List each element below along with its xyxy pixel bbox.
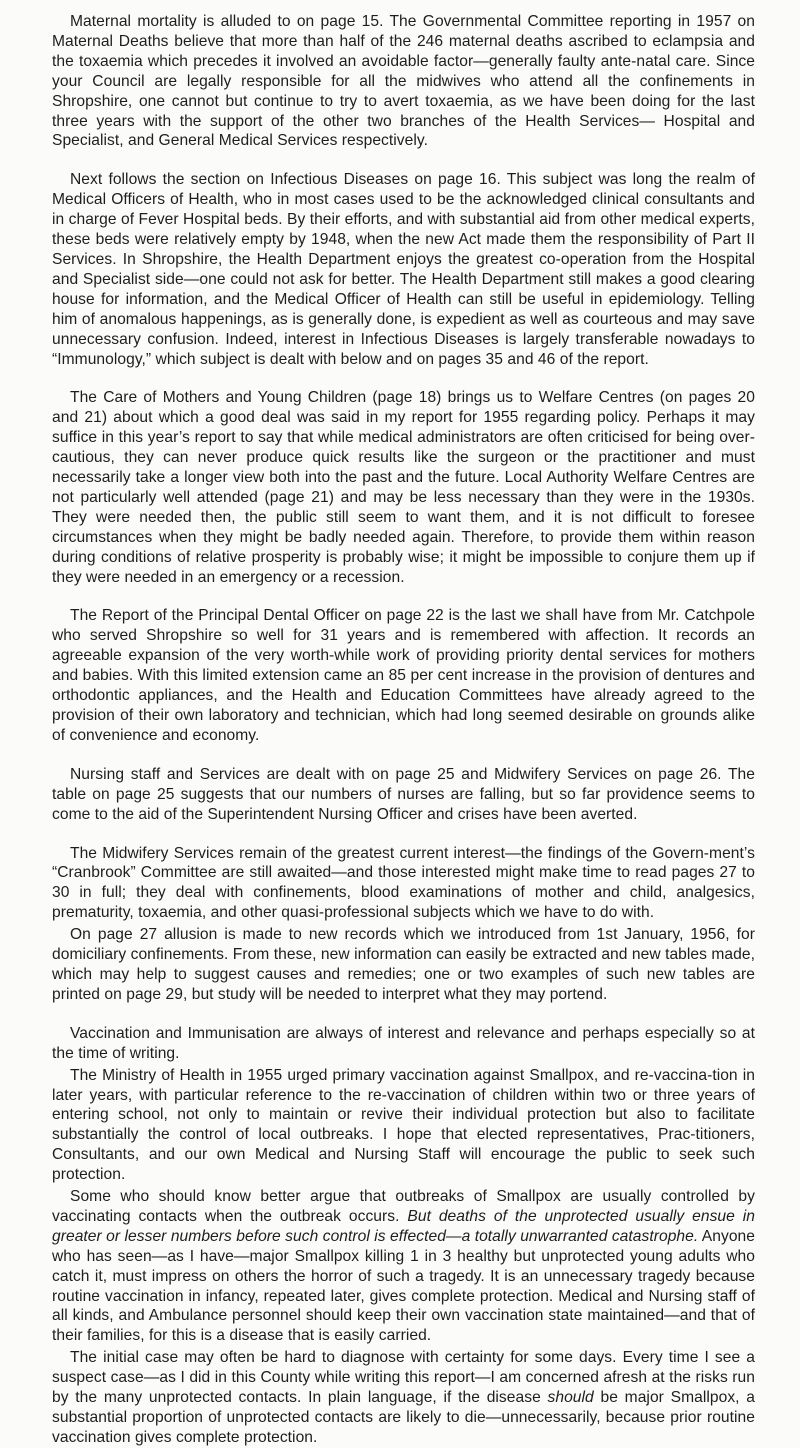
paragraph-smallpox-outbreaks-emphasis: But deaths of the unprotected usually ensue in greater or lesser numbers before such control is effected—a totally unwarranted catastrophe. — [52, 1207, 756, 1245]
paragraph-initial-case-end: be major Smallpox, a substantial proportion of unprotected contacts are likely to die—unnecessarily, because prior routine vaccination gives complete protection. — [52, 1389, 755, 1446]
paragraph-maternal-mortality: Maternal mortality is alluded to on page 15. The Governmental Committee reporting in 1957 on Maternal Deaths believe that more than half of the 246 maternal deaths ascribed to eclampsia and the toxaemia which precedes it involved an avoidable factor—generally faulty ante-natal care. Since your Council are legally responsible for all the midwives who attend all the confinements in Shropshire, one cannot but continue to try to avert toxaemia, as we have been doing for the last three years with the support of the other two branches of the Health Services— Hospital and Specialist, and General Medical Services respectively. — [52, 13, 755, 150]
paragraph-ministry-of-health: The Ministry of Health in 1955 urged primary vaccination against Smallpox, and re-vaccina-tion in later years, with particular reference to the re-vaccination of children within two or three years of entering school, not only to maintain or revive their individual protection but also to facilitate substantially the control of local outbreaks. I hope that elected representatives, Prac-titioners, Consultants, and our own Medical and Nursing Staff will encourage the public to seek such protection. — [52, 1066, 755, 1184]
paragraph-smallpox-outbreaks-start: Some who should know better argue that outbreaks of Smallpox are usually controlled by vaccinating contacts when the outbreak occurs. — [52, 1188, 755, 1225]
paragraph-smallpox-outbreaks — [52, 1187, 755, 1346]
paragraph-vaccination-intro: Vaccination and Immunisation are always of interest and relevance and perhaps especially so at the time of writing. — [52, 1024, 755, 1062]
paragraph-smallpox-outbreaks-end: Anyone who has seen—as I have—major Smallpox killing 1 in 3 healthy but unprotected young adults who catch it, must impress on others the horror of such a tragedy. It is an unnecessary tragedy because routine vaccination in infancy, repeated later, gives complete protection. Medical and Nursing staff of all kinds, and Ambulance personnel should keep their own vaccination state maintained—and that of their families, for this is a disease that is easily carried. — [52, 1227, 755, 1345]
paragraph-mothers-young-children: The Care of Mothers and Young Children (page 18) brings us to Welfare Centres (on pages 20 and 21) about which a good deal was said in my report for 1955 regarding policy. Perhaps it may suffice in this year’s report to say that while medical administrators are often criticised for being over-cautious, they can never produce quick results like the surgeon or the practitioner and must necessarily take a longer view both into the past and the future. Local Authority Welfare Centres are not particularly well attended (page 21) and may be less necessary than they were in the 1930s. They were needed then, the public still seem to want them, and it is not difficult to foresee circumstances when they might be badly needed again. Therefore, to provide them within reason during conditions of relative prosperity is probably wise; it might be impossible to conjure them up if they were needed in an emergency or a recession. — [52, 389, 755, 586]
paragraph-initial-case-start: The initial case may often be hard to diagnose with certainty for some days. Every time I see a suspect case—as I did in this County while writing this report—I am concerned afresh at the risks run by the many unprotected contacts. In plain language, if the disease — [52, 1349, 755, 1407]
paragraph-initial-case-emphasis: should — [547, 1389, 594, 1407]
paragraph-infectious-diseases: Next follows the section on Infectious Diseases on page 16. This subject was long the realm of Medical Officers of Health, who in most cases used to be the acknowledged clinical consultants and in charge of Fever Hospital beds. By their efforts, and with substantial aid from other medical experts, these beds were relatively empty by 1948, when the new Act made them the responsibility of Part II Services. In Shropshire, the Health Department enjoys the greatest co-operation from the Hospital and Specialist side—one could not ask for better. The Health Department still makes a good clearing house for information, and the Medical Officer of Health can still be useful in epidemiology. Telling him of anomalous happenings, as is generally done, is expedient as well as courteous and may save unnecessary confusion. Indeed, interest in Infectious Diseases is largely transferable nowadays to “Immunology,” which subject is dealt with below and on pages 35 and 46 of the report. — [52, 171, 755, 368]
document-page — [52, 12, 755, 1448]
paragraph-new-records: On page 27 allusion is made to new records which we introduced from 1st January, 1956, for domiciliary confinements. From these, new information can easily be extracted and new tables made, which may help to suggest causes and remedies; one or two examples of such new tables are printed on page 29, but study will be needed to interpret what they may portend. — [52, 926, 755, 1003]
paragraph-nursing-staff: Nursing staff and Services are dealt with on page 25 and Midwifery Services on page 26. The table on page 25 suggests that our numbers of nurses are falling, but so far providence seems to come to the aid of the Superintendent Nursing Officer and crises have been averted. — [52, 765, 755, 823]
paragraph-initial-case — [52, 1348, 755, 1448]
paragraph-dental-officer: The Report of the Principal Dental Officer on page 22 is the last we shall have from Mr. Catchpole who served Shropshire so well for 31 years and is remembered with affection. It records an agreeable expansion of the very worth-while work of providing priority dental services for mothers and babies. With this limited extension came an 85 per cent increase in the provision of dentures and orthodontic appliances, and the Health and Education Committees have already agreed to the provision of their own laboratory and technician, which had long seemed desirable on grounds alike of convenience and economy. — [52, 607, 755, 744]
paragraph-midwifery-services: The Midwifery Services remain of the greatest current interest—the findings of the Govern-ment’s “Cranbrook” Committee are still awaited—and those interested might make time to read pages 27 to 30 in full; they deal with confinements, blood examinations of mother and child, analgesics, prematurity, toxaemia, and other quasi-professional subjects which we have to do with. — [52, 844, 755, 922]
